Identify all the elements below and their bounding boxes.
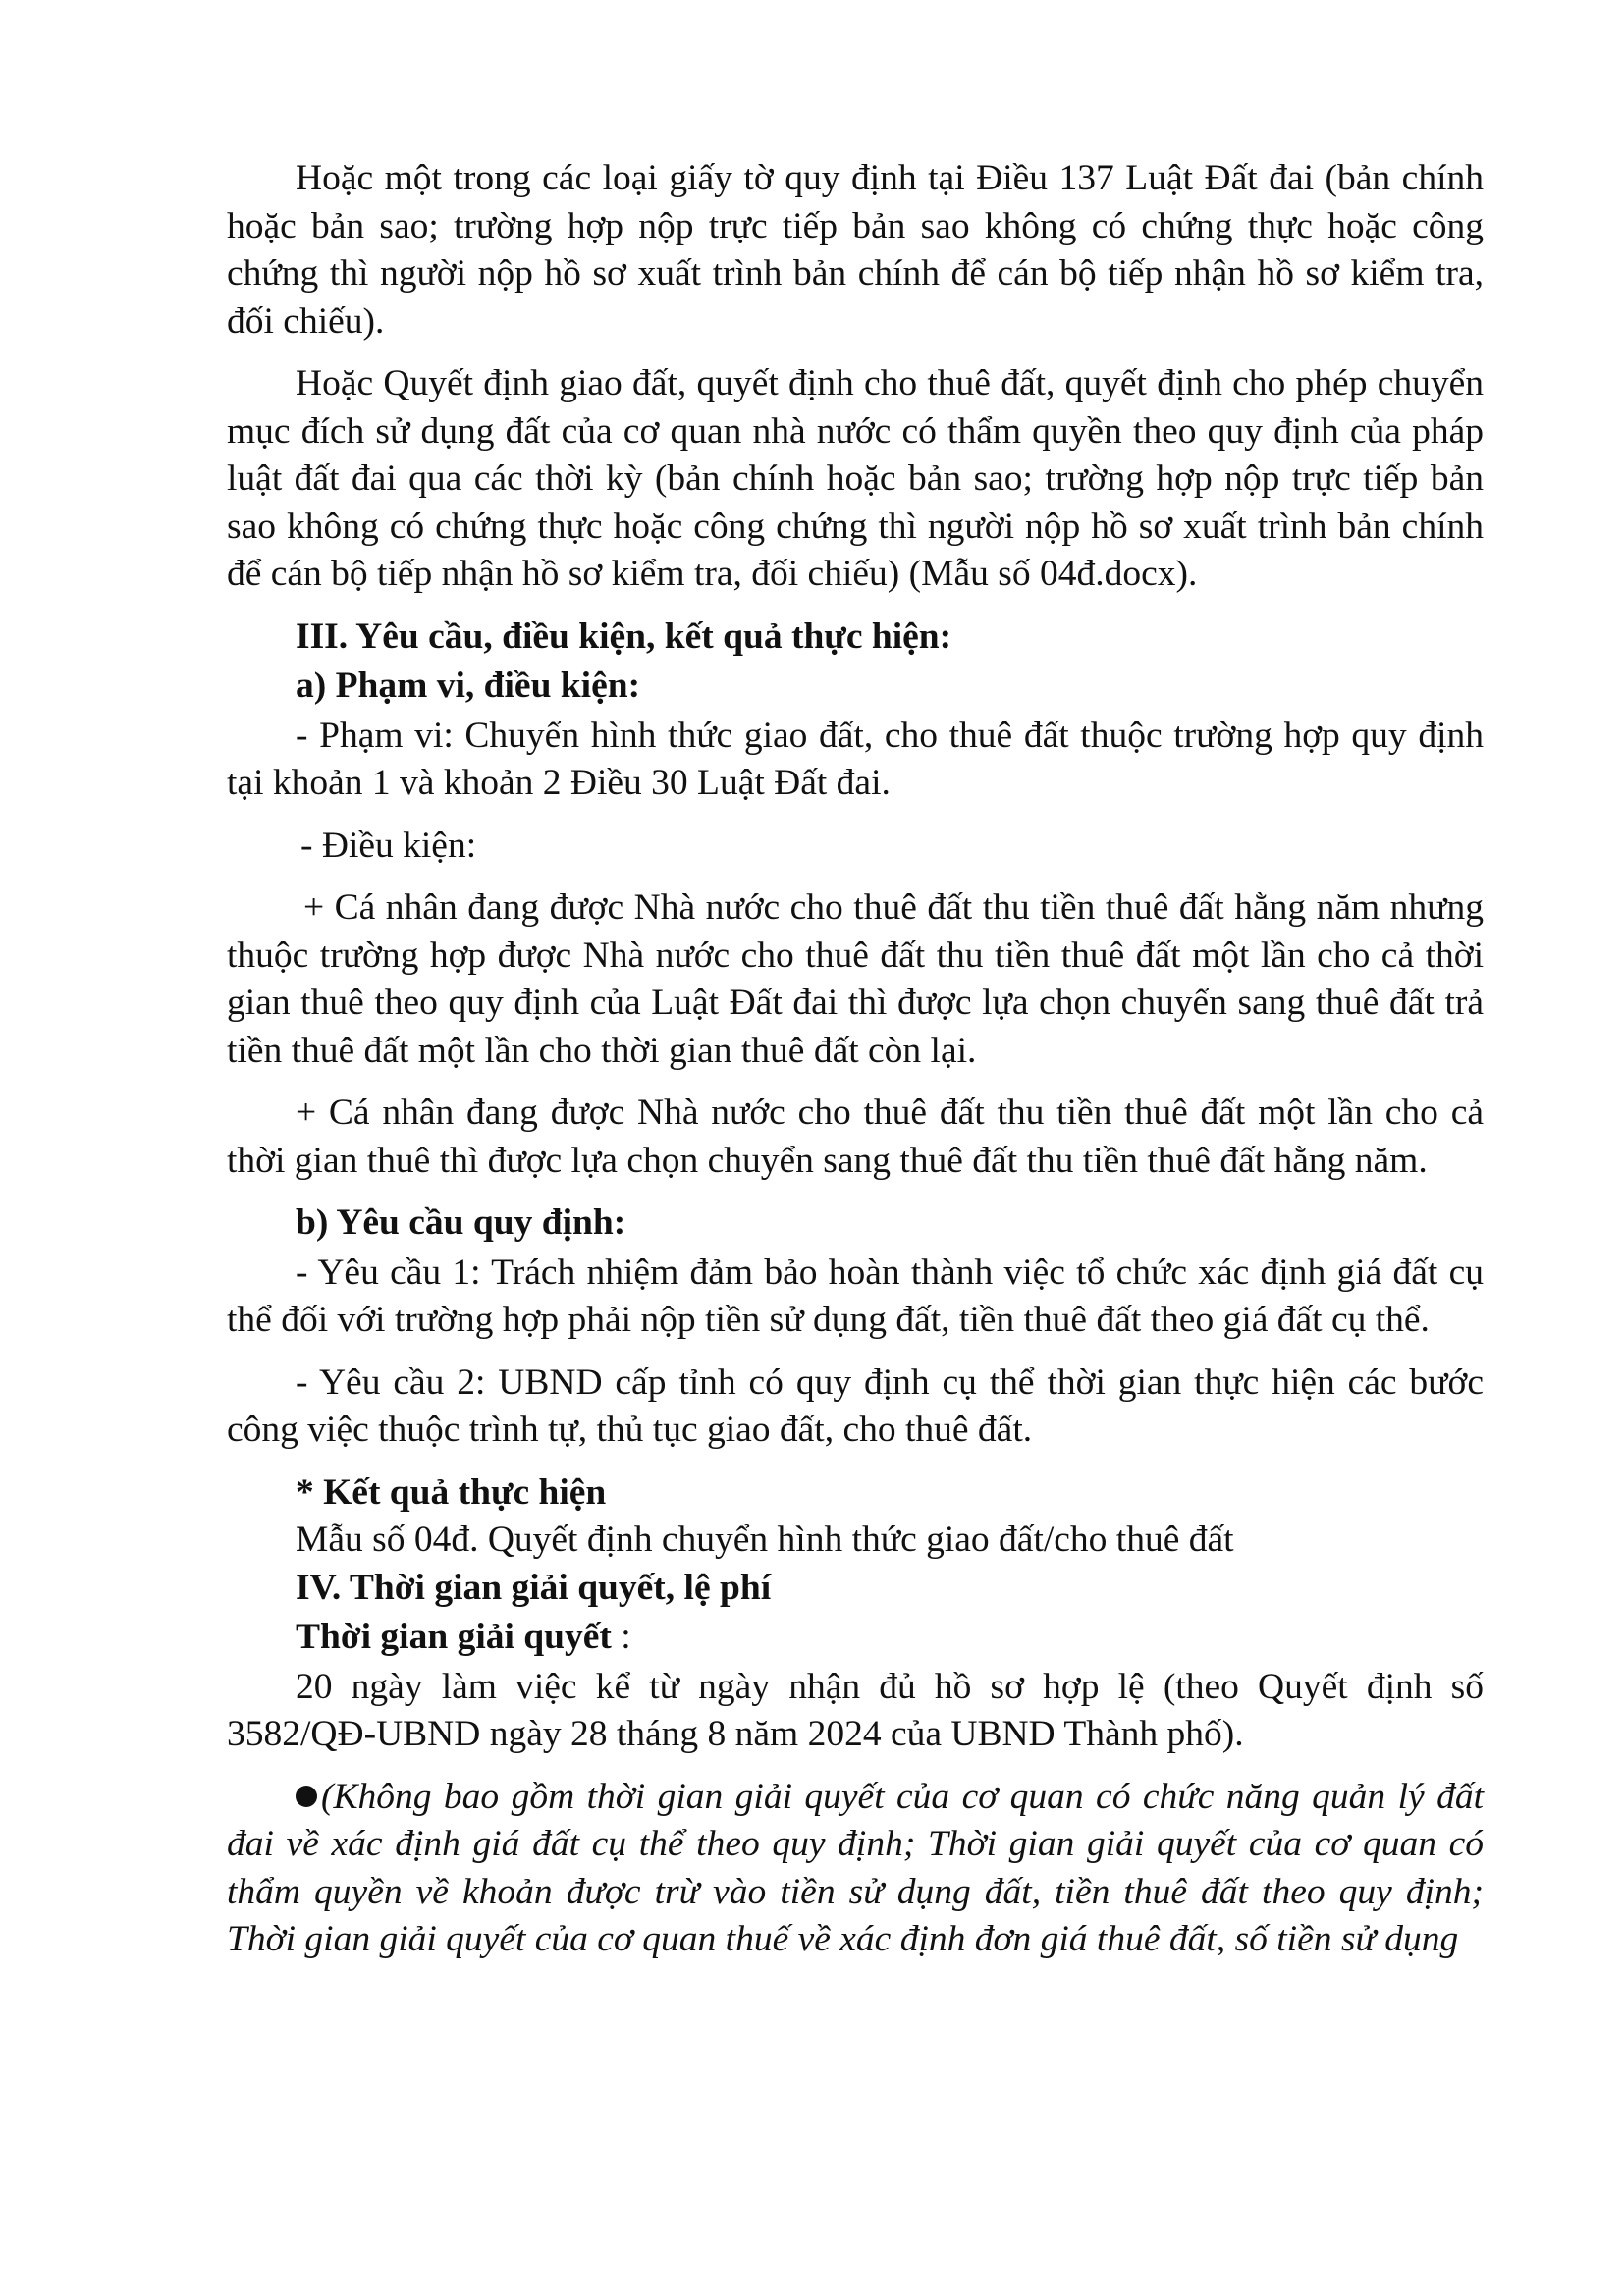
paragraph-quyet-dinh: Hoặc Quyết định giao đất, quyết định cho thuê đất, quyết định cho phép chuyển mục đích sử dụng đất của cơ quan nhà nước có thẩm quyền theo quy định của pháp luật đất đai qua các thời kỳ (bản chính hoặc bản sao; trường hợp nộp trực tiếp bản sao không có chứng thực hoặc công chứng thì người nộp hồ sơ xuất trình bản chính để cán bộ tiếp nhận hồ sơ kiểm tra, đối chiếu) (Mẫu số 04đ.docx). — [227, 363, 1484, 594]
paragraph-yeu-cau-2: - Yêu cầu 2: UBND cấp tỉnh có quy định cụ thể thời gian thực hiện các bước công việc thuộc trình tự, thủ tục giao đất, cho thuê đất. — [227, 1362, 1484, 1450]
paragraph-yeu-cau-1: - Yêu cầu 1: Trách nhiệm đảm bảo hoàn thành việc tổ chức xác định giá đất cụ thể đối với trường hợp phải nộp tiền sử dụng đất, tiền thuê đất theo giá đất cụ thể. — [227, 1252, 1484, 1340]
bullet-icon — [296, 1786, 317, 1807]
paragraph-dieu-kien-2: + Cá nhân đang được Nhà nước cho thuê đất thu tiền thuê đất một lần cho cả thời gian thuê thì được lựa chọn chuyển sang thuê đất thu tiền thuê đất hằng năm. — [227, 1093, 1484, 1181]
paragraph-pham-vi: - Phạm vi: Chuyển hình thức giao đất, cho thuê đất thuộc trường hợp quy định tại khoản 1 và khoản 2 Điều 30 Luật Đất đai. — [227, 715, 1484, 803]
heading-ket-qua: * Kết quả thực hiện — [296, 1471, 607, 1513]
heading-thoi-gian: Thời gian giải quyết — [296, 1617, 612, 1657]
heading-section-iii: III. Yêu cầu, điều kiện, kết quả thực hiện: — [296, 615, 952, 657]
paragraph-thoi-gian: 20 ngày làm việc kể từ ngày nhận đủ hồ sơ hợp lệ (theo Quyết định số 3582/QĐ-UBND ngày 28 tháng 8 năm 2024 của UBND Thành phố). — [227, 1666, 1484, 1754]
paragraph-ghi-chu — [227, 1774, 1484, 1964]
paragraph-dieu-kien: - Điều kiện: — [300, 825, 477, 866]
heading-yeu-cau-quy-dinh: b) Yêu cầu quy định: — [296, 1202, 626, 1243]
paragraph-giay-to: Hoặc một trong các loại giấy tờ quy định tại Điều 137 Luật Đất đai (bản chính hoặc bản sao; trường hợp nộp trực tiếp bản sao không có chứng thực hoặc công chứng thì người nộp hồ sơ xuất trình bản chính để cán bộ tiếp nhận hồ sơ kiểm tra, đối chiếu). — [227, 158, 1484, 342]
heading-pham-vi-dieu-kien: a) Phạm vi, điều kiện: — [296, 666, 641, 706]
paragraph-dieu-kien-1: + Cá nhân đang được Nhà nước cho thuê đất thu tiền thuê đất hằng năm nhưng thuộc trường hợp được Nhà nước cho thuê đất thu tiền thuê đất một lần cho cả thời gian thuê theo quy định của Luật Đất đai thì được lựa chọn chuyển sang thuê đất trả tiền thuê đất một lần cho thời gian thuê đất còn lại. — [227, 887, 1484, 1071]
heading-section-iv: IV. Thời gian giải quyết, lệ phí — [296, 1567, 772, 1608]
paragraph-ghi-chu-text: (Không bao gồm thời gian giải quyết của cơ quan có chức năng quản lý đất đai về xác định giá đất cụ thể theo quy định; Thời gian giải quyết của cơ quan có thẩm quyền về khoản được trừ vào tiền sử dụng đất, tiền thuê đất theo quy định; Thời gian giải quyết của cơ quan thuế về xác định đơn giá thuê đất, số tiền sử dụng — [227, 1776, 1484, 1959]
paragraph-ket-qua: Mẫu số 04đ. Quyết định chuyển hình thức giao đất/cho thuê đất — [296, 1520, 1234, 1560]
heading-thoi-gian-colon: : — [611, 1617, 631, 1657]
document-page — [227, 155, 1484, 1964]
heading-thoi-gian-line — [227, 1614, 1484, 1662]
